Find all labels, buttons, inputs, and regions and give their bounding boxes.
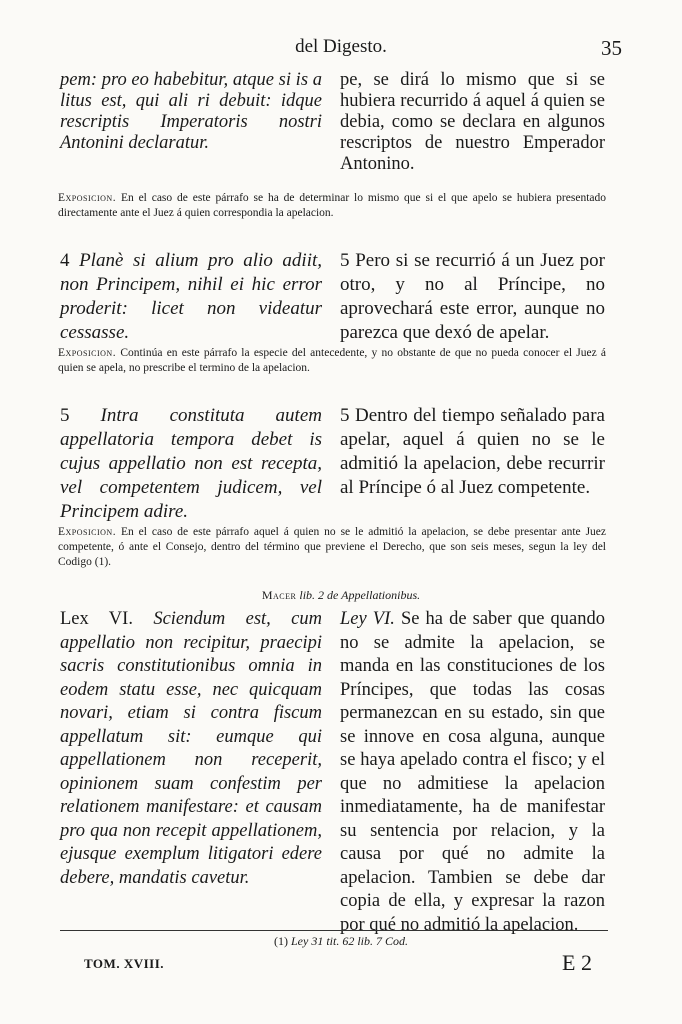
- source-citation: [0, 588, 682, 603]
- source-author: Macer: [261, 588, 297, 602]
- latin-text: Sciendum est, cum appellatio non recipitur, praecipi sacris constitutionibus omnia in eodem statu esse, nec quicquam novari, etiam si contra fiscum appellatum sit: eumque qui appellationem non receperit, opinionem suam confestim per relationem manifestare: et causam pro qua non recepit appellationem, ejusque exemplum litigatori edere debere, mandatis cavetur.: [60, 609, 322, 888]
- ley-heading: Ley VI.: [340, 609, 395, 629]
- paragraph-number: 4: [60, 250, 70, 271]
- source-work: lib. 2 de Appellationibus.: [299, 588, 421, 602]
- spanish-text: Dentro del tiempo señalado para apelar, aquel á quien no se le admitió la apelacion, debe recurrir al Príncipe ó al Juez competente.: [340, 405, 605, 498]
- ley-vi-spanish: [340, 608, 605, 937]
- exposicion-text: En el caso de este párrafo se ha de determinar lo mismo que si el que apelo se hubiera presentado directamente ante el Juez á quien correspondia la apelacion.: [58, 192, 606, 219]
- exposicion-2: [58, 346, 606, 376]
- running-title: del Digesto.: [295, 36, 387, 57]
- exposicion-text: En el caso de este párrafo aquel á quien no se le admitió la apelacion, se debe presentar ante Juez competente, ó ante el Consejo, dentro del término que previene el Derecho, que son seis meses, segun la ley del Codigo (1).: [58, 526, 607, 568]
- exposicion-3: [58, 525, 606, 570]
- footnote-mark: (1): [274, 934, 288, 948]
- latin-text: Planè si alium pro alio adiit, non Principem, nihil ei hic error proderit: licet non videatur cessasse.: [60, 250, 323, 343]
- paragraph-number: 5: [60, 405, 70, 426]
- exposicion-label: Exposicion.: [58, 526, 117, 538]
- exposicion-1: [58, 191, 606, 221]
- spanish-text: Se ha de saber que quando no se admite la apelacion, se manda en las constituciones de los Príncipes, que todas las cosas permanezcan en su estado, sin que se innove en cosa alguna, aunque se haya apelado contra el fisco; y el que no admitiese la apelacion inmediatamente, ha de manifestar su sentencia por relacion, y la causa por qué no admite la apelacion. Tambien se debe dar copia de ella, y expresar la razon por qué no admitió la apelacion.: [340, 609, 605, 935]
- volume-label: TOM. XVIII.: [84, 956, 165, 971]
- footnote-text: Ley 31 tit. 62 lib. 7 Cod.: [291, 934, 408, 948]
- spanish-text-continuation: pe, se dirá lo mismo que si se hubiera recurrido á aquel á quien se debia, como se declara en algunos rescriptos de nuestro Emperador Antonino.: [340, 70, 605, 174]
- page-number: 35: [601, 36, 622, 60]
- latin-paragraph-4: [60, 249, 322, 345]
- exposicion-label: Exposicion.: [58, 192, 117, 204]
- exposicion-text: Continúa en este párrafo la especie del antecedente, y no obstante de que no pueda conocer el Juez á quien se apela, no prescribe el termino de la apelacion.: [58, 347, 606, 374]
- footnote-rule: [60, 930, 608, 931]
- exposicion-label: Exposicion.: [58, 347, 117, 359]
- latin-text-continuation: pem: pro eo habebitur, atque si is a litus est, qui ali ri debuit: idque rescriptis Imperatoris nostri Antonini declaratur.: [60, 70, 322, 153]
- latin-text: Intra constituta autem appellatoria tempora debet is cujus appellatio non est recepta, vel competentem judicem, vel Principem adire.: [60, 405, 322, 522]
- footnote: [0, 934, 682, 949]
- spanish-paragraph-5b: [340, 404, 605, 500]
- signature-mark: E 2: [562, 950, 592, 975]
- spanish-text: Pero si se recurrió á un Juez por otro, y no al Príncipe, no aprovechará este error, aunque no parezca que dexó de apelar.: [340, 250, 606, 343]
- latin-paragraph-5: [60, 404, 322, 524]
- lex-vi-latin: [60, 608, 322, 890]
- paragraph-number: 5: [340, 405, 350, 426]
- lex-heading: Lex VI.: [60, 609, 133, 629]
- spanish-paragraph-5: [340, 249, 605, 345]
- paragraph-number: 5: [340, 250, 350, 271]
